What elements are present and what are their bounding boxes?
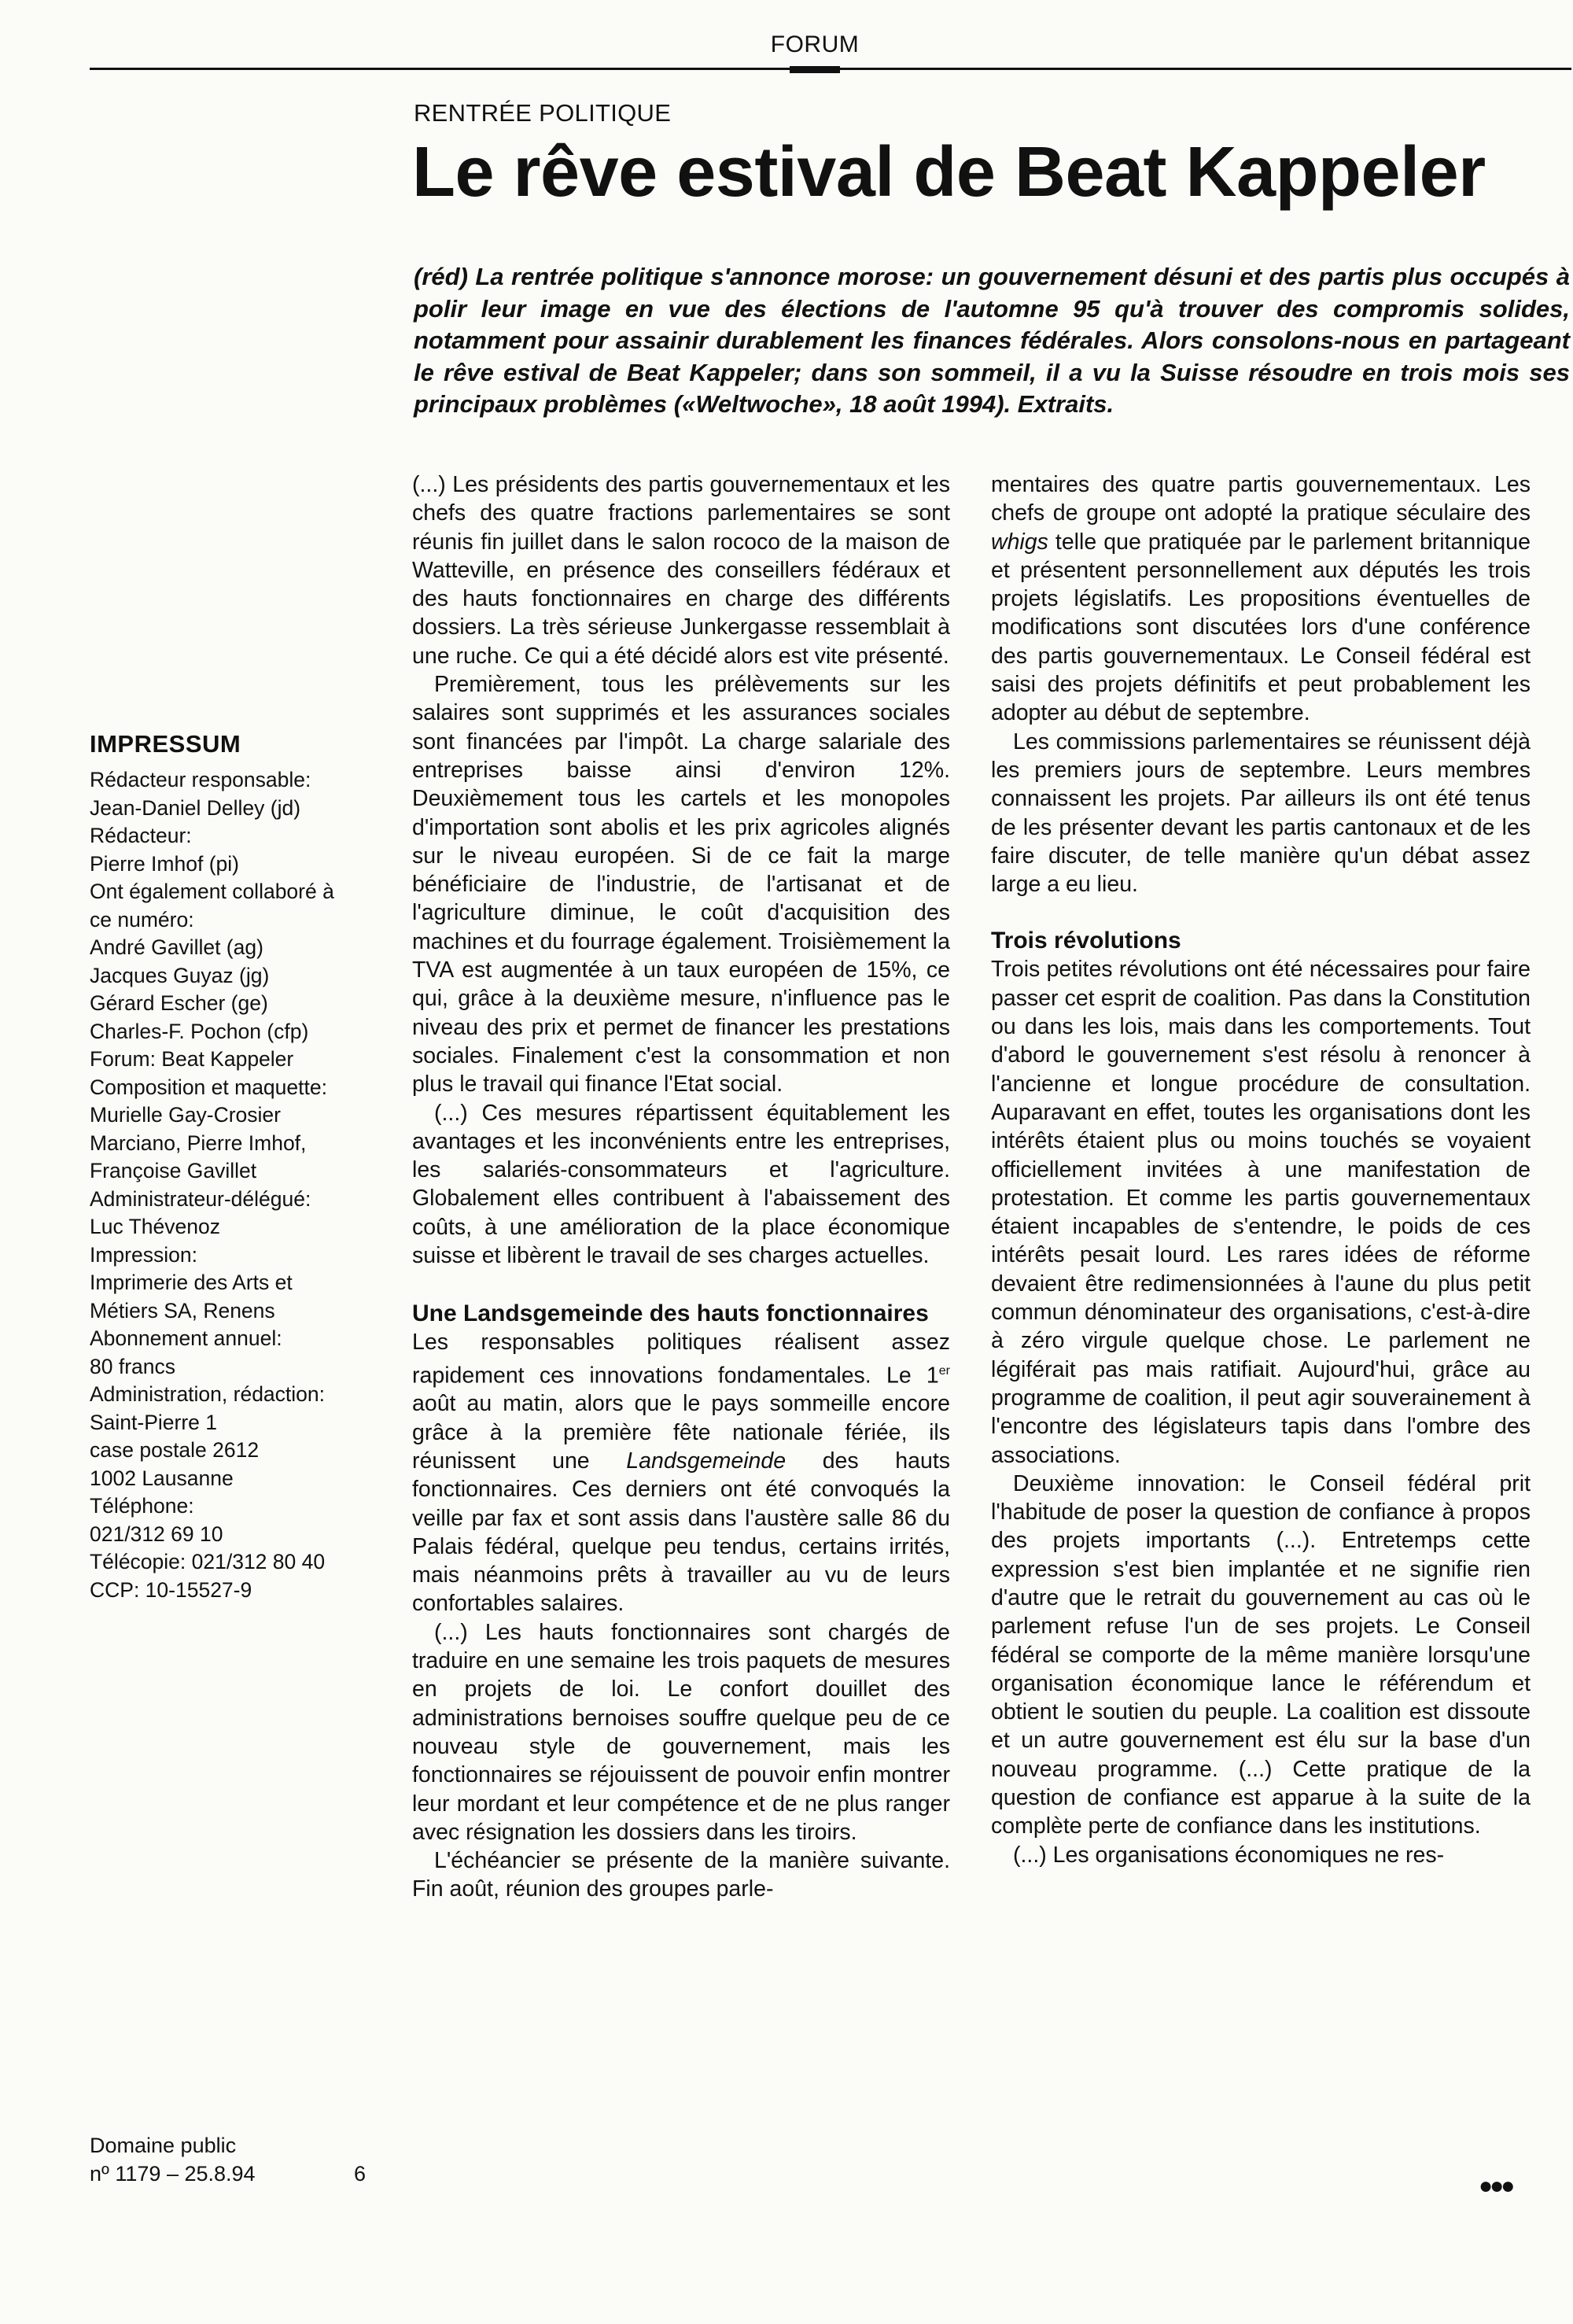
section-label: FORUM bbox=[770, 31, 860, 57]
impressum-line: Murielle Gay-Crosier bbox=[90, 1103, 281, 1127]
page-number: 6 bbox=[354, 2162, 367, 2186]
continued-marker: ●●● bbox=[1479, 2173, 1512, 2199]
paragraph: L'échéancier se présente de la manière suivante. Fin août, réunion des groupes parle- bbox=[412, 1848, 950, 1902]
impressum-line: André Gavillet (ag) bbox=[90, 935, 263, 959]
article-intro: (réd) La rentrée politique s'annonce morose: un gouvernement désuni et des partis plus occupés à polir leur image en vue des élections de l'automne 95 qu'à trouver des compromis solides, notamment pour assainir durablement les finances fédérales. Alors consolons-nous en partageant le rêve estival de Beat Kappeler; dans son sommeil, il a vu la Suisse résoudre en trois mois ses principaux problèmes («Weltwoche», 18 août 1994). Extraits. bbox=[414, 263, 1570, 418]
subheading: Une Landsgemeinde des hauts fonctionnaires bbox=[412, 1300, 929, 1327]
article-column-2 bbox=[991, 470, 1531, 1869]
impressum-line: Rédacteur: bbox=[90, 824, 192, 847]
impressum-line: Jean-Daniel Delley (jd) bbox=[90, 795, 301, 820]
paragraph: (...) Les hauts fonctionnaires sont chargés de traduire en une semaine les trois paquets de mesures en projets de loi. Le confort douillet des administrations bernoises souffre quelque peu de ce nouveau style de gouvernement, mais les fonctionnaires se réjouissent de pouvoir enfin montrer leur mordant et leur compétence et de ne plus ranger avec résignation les dossiers dans les tiroirs. bbox=[412, 1619, 950, 1845]
impressum-line: 80 francs bbox=[90, 1354, 176, 1378]
article-headline: Le rêve estival de Beat Kappeler bbox=[412, 133, 1486, 212]
publication-name: Domaine public bbox=[90, 2134, 237, 2157]
impressum-line: Pierre Imhof (pi) bbox=[90, 851, 239, 876]
impressum-line: Composition et maquette: bbox=[90, 1075, 327, 1099]
article-kicker: RENTRÉE POLITIQUE bbox=[414, 99, 672, 127]
paragraph: Les responsables politiques réalisent assez rapidement ces innovations fondamentales. Le 1er août au matin, alors que le pays sommeille encore grâce à la première fête nationale fériée, ils réunissent une Landsgemeinde des hauts fonctionnaires. Ces derniers ont été convoqués la veille par fax et sont assis dans l'austère salle 86 du Palais fédéral, quelque peu tendus, certains irrités, mais néanmoins prêts à travailler au vu de leurs confortables salaires. bbox=[412, 1330, 950, 1617]
impressum-line: ce numéro: bbox=[90, 907, 194, 931]
paragraph: Premièrement, tous les prélèvements sur les salaires sont supprimés et les assurances sociales sont financées par l'impôt. La charge salariale des entreprises baisse ainsi d'environ 12%. Deuxièmement tous les cartels et les monopoles d'importation sont abolis et les prix agricoles alignés sur le niveau européen. Si de ce fait la marge bénéficiaire de l'industrie, de l'artisanat et de l'agriculture diminue, le coût d'acquisition des machines et du fourrage également. Troisièmement la TVA est augmentée à un taux européen de 15%, ce qui, grâce à la deuxième mesure, n'influence pas le niveau des prix et permet de financer les prestations sociales. Finalement c'est la consommation et non plus le travail qui finance l'Etat social. bbox=[412, 672, 950, 1097]
paragraph: Les commissions parlementaires se réunissent déjà les premiers jours de septembre. Leurs membres connaissent les projets. Par ailleurs ils ont été tenus de les présenter devant les partis cantonaux et de les faire discuter, de telle manière qu'un débat assez large a eu lieu. bbox=[991, 729, 1531, 898]
impressum-line: Administrateur-délégué: bbox=[90, 1186, 311, 1211]
impressum-line: Marciano, Pierre Imhof, bbox=[90, 1131, 307, 1155]
impressum-line: 1002 Lausanne bbox=[90, 1466, 234, 1490]
subheading: Trois révolutions bbox=[991, 928, 1181, 954]
paragraph: (...) Les présidents des partis gouvernementaux et les chefs des quatre fractions parlementaires se sont réunis fin juillet dans le salon rococo de la maison de Watteville, en présence des conseillers fédéraux et des hauts fonctionnaires en charge des différents dossiers. La très sérieuse Junkergasse ressemblait à une ruche. Ce qui a été décidé alors est vite présenté. bbox=[412, 472, 950, 669]
paragraph: (...) Ces mesures répartissent équitablement les avantages et les inconvénients entre les entreprises, les salariés-consommateurs et l'agriculture. Globalement elles contribuent à l'abaissement des coûts, à une amélioration de la place économique suisse et libèrent le travail de ses charges actuelles. bbox=[412, 1100, 950, 1269]
impressum-line: Françoise Gavillet bbox=[90, 1159, 257, 1182]
impressum-line: Gérard Escher (ge) bbox=[90, 991, 268, 1015]
impressum-line: Forum: Beat Kappeler bbox=[90, 1047, 294, 1071]
impressum-line: case postale 2612 bbox=[90, 1438, 260, 1462]
impressum-line: Charles-F. Pochon (cfp) bbox=[90, 1019, 309, 1043]
impressum-line: Téléphone: bbox=[90, 1494, 194, 1518]
impressum-line: Ont également collaboré à bbox=[90, 880, 334, 903]
impressum-line: CCP: 10-15527-9 bbox=[90, 1577, 252, 1602]
article-column-1 bbox=[412, 470, 950, 1904]
paragraph: Trois petites révolutions ont été nécessaires pour faire passer cet esprit de coalition. Pas dans la Constitution ou dans les lois, mais dans les comportements. Tout d'abord le gouvernement s'est résolu à renoncer à l'ancienne et longue procédure de consultation. Auparavant en effet, toutes les organisations dont les intérêts étaient plus ou moins touchés se voyaient officiellement invitées à une manifestation de protestation. Et comme les partis gouvernementaux étaient incapables de s'entendre, le poids de ces intérêts pesait lourd. Les rares idées de réforme devaient être redimensionnées à l'aune du plus petit commun dénominateur des organisations, c'est-à-dire à zéro virgule quelque chose. Le parlement ne légiférait pas mais ratifiait. Aujourd'hui, grâce au programme de coalition, il peut agir souverainement à l'encontre des législateurs tapis dans l'ombre des associations. bbox=[991, 957, 1531, 1468]
header-rule bbox=[90, 68, 1571, 70]
paragraph: (...) Les organisations économiques ne res- bbox=[1013, 1842, 1445, 1868]
issue-number: nº 1179 – 25.8.94 bbox=[90, 2162, 256, 2186]
impressum-line: Télécopie: 021/312 80 40 bbox=[90, 1550, 326, 1573]
impressum-line: Jacques Guyaz (jg) bbox=[90, 963, 270, 987]
impressum-line: Abonnement annuel: bbox=[90, 1326, 282, 1350]
impressum-line: Rédacteur responsable: bbox=[90, 768, 311, 791]
paragraph: mentaires des quatre partis gouvernementaux. Les chefs de groupe ont adopté la pratique séculaire des whigs telle que pratiquée par le parlement britannique et présentent personnellement aux députés les trois projets législatifs. Les propositions éventuelles de modifications sont discutées lors d'une conférence des partis gouvernementaux. Le Conseil fédéral est saisi des projets définitifs et peut probablement les adopter au début de septembre. bbox=[991, 472, 1531, 726]
impressum-line: Saint-Pierre 1 bbox=[90, 1410, 218, 1434]
impressum-line: Administration, rédaction: bbox=[90, 1382, 326, 1406]
impressum-line: Luc Thévenoz bbox=[90, 1215, 220, 1238]
impressum-line: Imprimerie des Arts et bbox=[90, 1271, 293, 1294]
impressum-line: 021/312 69 10 bbox=[90, 1522, 223, 1546]
impressum-list bbox=[90, 766, 389, 1604]
impressum-line: Métiers SA, Renens bbox=[90, 1298, 275, 1322]
impressum-title: IMPRESSUM bbox=[90, 730, 241, 758]
impressum-line: Impression: bbox=[90, 1242, 197, 1267]
paragraph: Deuxième innovation: le Conseil fédéral prit l'habitude de poser la question de confiance à propos des projets importants (...). Entretemps cette expression s'est bien implantée et ne signifie rien d'autre que le retrait du gouvernement au cas où le parlement refuse l'un de ses projets. Le Conseil fédéral se comporte de la même manière lorsqu'une organisation économique lance le référendum et obtient le soutien du peuple. La coalition est dissoute et un autre gouvernement est élu sur la base d'un nouveau programme. (...) Cette pratique de la question de confiance est apparue à la suite de la complète perte de confiance dans les institutions. bbox=[991, 1470, 1531, 1839]
